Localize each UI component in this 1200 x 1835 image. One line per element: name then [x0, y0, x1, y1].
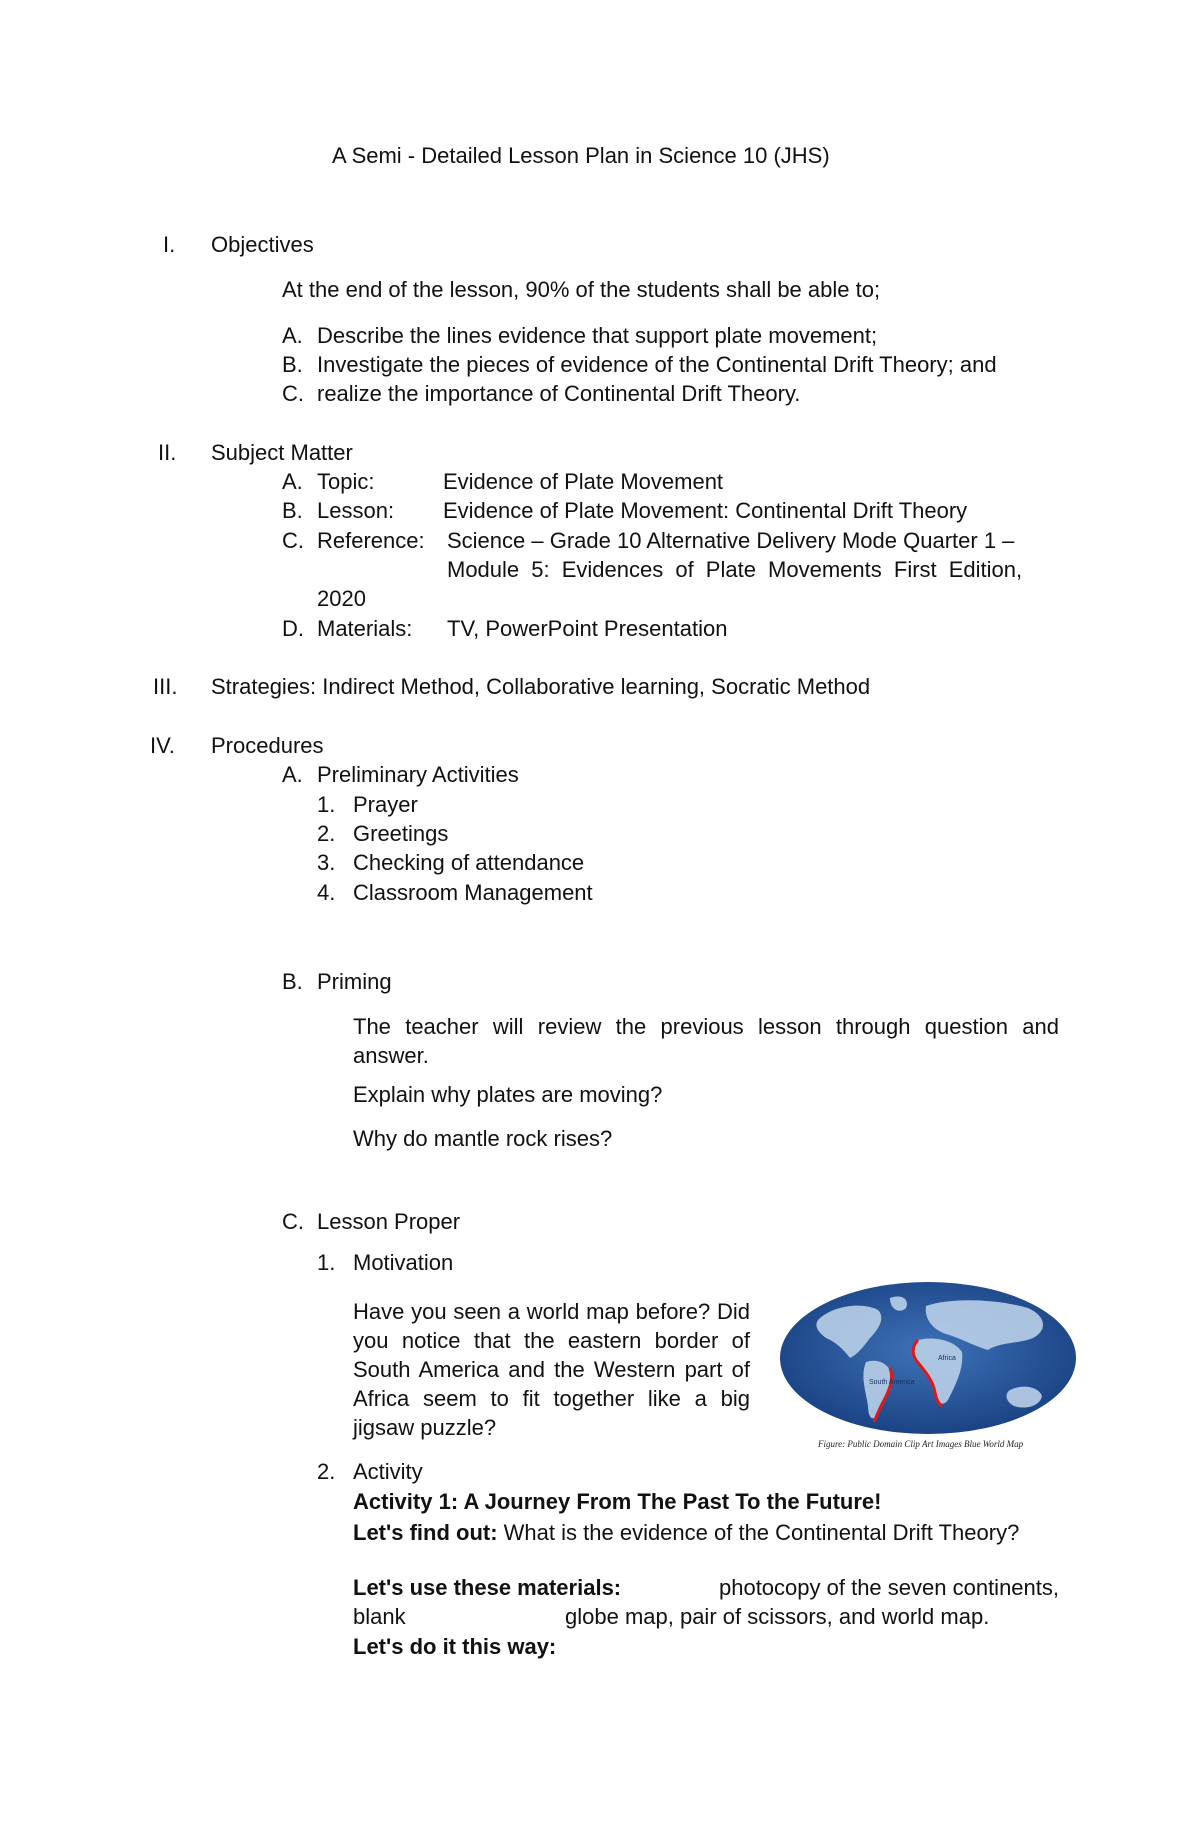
- objectives-intro: At the end of the lesson, 90% of the students shall be able to;: [282, 277, 881, 302]
- activity-number: 2.: [317, 1459, 336, 1484]
- section-number-procedures: IV.: [150, 733, 175, 758]
- motivation-heading: Motivation: [353, 1250, 454, 1275]
- priming-question: Why do mantle rock rises?: [353, 1126, 613, 1151]
- lesson-proper-heading: Lesson Proper: [317, 1209, 461, 1234]
- find-out-text: What is the evidence of the Continental Drift Theory?: [503, 1520, 1020, 1545]
- preliminary-letter: A.: [282, 762, 303, 787]
- document-title: A Semi - Detailed Lesson Plan in Science 10 (JHS): [332, 143, 830, 168]
- activity-heading: Activity: [353, 1459, 423, 1484]
- preliminary-item-number: 3.: [317, 850, 336, 875]
- motivation-paragraph: Have you seen a world map before? Did you notice that the eastern border of South America and the Western part of Africa seem to fit together like a big jigsaw puzzle?: [353, 1299, 750, 1440]
- objective-letter: B.: [282, 352, 303, 377]
- activity-do-label: Let's do it this way:: [353, 1634, 557, 1659]
- lesson-proper-letter: C.: [282, 1209, 304, 1234]
- lesson-letter: B.: [282, 498, 303, 523]
- reference-line-3: 2020: [317, 586, 366, 611]
- find-out-label: Let's find out:: [353, 1520, 498, 1545]
- materials-label: Materials:: [317, 616, 413, 641]
- map-label-south-america: South America: [869, 1379, 915, 1386]
- section-number-objectives: I.: [163, 232, 176, 257]
- objective-text: realize the importance of Continental Drift Theory.: [317, 381, 801, 406]
- preliminary-item-number: 1.: [317, 792, 336, 817]
- priming-paragraph: The teacher will review the previous lesson through question and answer.: [353, 1014, 1059, 1068]
- world-map-figure: [778, 1280, 1078, 1465]
- materials-value: TV, PowerPoint Presentation: [447, 616, 728, 641]
- preliminary-item: Classroom Management: [353, 880, 593, 905]
- preliminary-heading: Preliminary Activities: [317, 762, 519, 787]
- section-number-subject-matter: II.: [158, 440, 177, 465]
- topic-value: Evidence of Plate Movement: [443, 469, 724, 494]
- preliminary-item-number: 4.: [317, 880, 336, 905]
- preliminary-item: Greetings: [353, 821, 449, 846]
- world-map-image: [778, 1280, 1078, 1465]
- reference-line-1: Science – Grade 10 Alternative Delivery Mode Quarter 1 –: [447, 528, 1015, 553]
- section-number-strategies: III.: [153, 674, 178, 699]
- section-heading-procedures: Procedures: [211, 733, 324, 758]
- activity-find-out: [353, 1518, 1059, 1547]
- map-label-africa: Africa: [938, 1355, 956, 1362]
- activity-title: Activity 1: A Journey From The Past To the Future!: [353, 1489, 882, 1514]
- objective-text: Investigate the pieces of evidence of the Continental Drift Theory; and: [317, 352, 997, 377]
- reference-letter: C.: [282, 528, 304, 553]
- reference-line-2: Module 5: Evidences of Plate Movements First Edition,: [447, 557, 1023, 582]
- lesson-value: Evidence of Plate Movement: Continental Drift Theory: [443, 498, 968, 523]
- preliminary-item: Checking of attendance: [353, 850, 585, 875]
- topic-label: Topic:: [317, 469, 375, 494]
- motivation-number: 1.: [317, 1250, 336, 1275]
- section-heading-subject-matter: Subject Matter: [211, 440, 353, 465]
- topic-letter: A.: [282, 469, 303, 494]
- priming-question: Explain why plates are moving?: [353, 1082, 663, 1107]
- objective-letter: C.: [282, 381, 304, 406]
- objective-text: Describe the lines evidence that support plate movement;: [317, 323, 878, 348]
- reference-label: Reference:: [317, 528, 425, 553]
- objective-letter: A.: [282, 323, 303, 348]
- activity-materials-line-2b: globe map, pair of scissors, and world map.: [565, 1604, 990, 1629]
- section-heading-objectives: Objectives: [211, 232, 314, 257]
- activity-materials-line-1: [353, 1577, 1059, 1599]
- strategies-text: Strategies: Indirect Method, Collaborative learning, Socratic Method: [211, 674, 871, 699]
- priming-heading: Priming: [317, 969, 392, 994]
- priming-letter: B.: [282, 969, 303, 994]
- map-caption: Figure: Public Domain Clip Art Images Blue World Map: [818, 1439, 1024, 1449]
- materials-text: photocopy of the seven continents,: [718, 1575, 1059, 1600]
- materials-label: Let's use these materials:: [353, 1575, 622, 1600]
- preliminary-item-number: 2.: [317, 821, 336, 846]
- preliminary-item: Prayer: [353, 792, 418, 817]
- lesson-label: Lesson:: [317, 498, 395, 523]
- activity-materials-line-2a: blank: [353, 1604, 406, 1629]
- materials-letter: D.: [282, 616, 304, 641]
